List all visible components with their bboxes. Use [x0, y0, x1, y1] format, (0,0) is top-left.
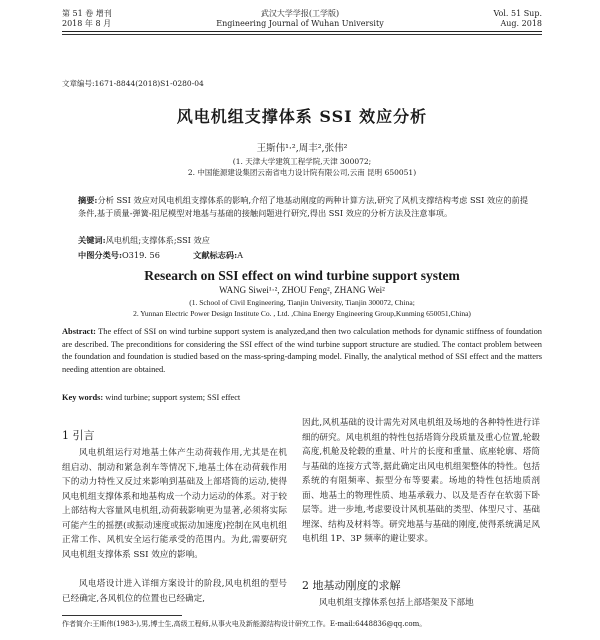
clc-value: O319. 56 [121, 250, 160, 260]
affiliation-cn-1: (1. 天津大学建筑工程学院,天津 300072; [232, 157, 372, 166]
abstract-en-text: The effect of SSI on wind turbine support system is analyzed,and then two calculation methods for dynamic stiffness of foundation are described. The preconditions for considering the SSI effect of the wind turbine support structure are studied. The contact problem between the foundation and foundation is studied based on the mass-spring-damping model. Finally, the analytical method of SSI effect and the matters needing attention are obtained. [62, 327, 542, 374]
abstract-cn-text: 分析 SSI 效应对风电机组支撑体系的影响,介绍了地基动刚度的两种计算方法,研究了风机支撑结构考虑 SSI 效应的前提条件,基于质量-弹簧-阻尼模型对地基与基础的接触问题进行研究,得出 SSI 效应的分析方法及注意事项。 [78, 195, 529, 218]
author-footnote: 作者简介:王斯伟(1983-),男,博士生,高级工程师,从事火电及新能源结构设计研究工作。E-mail:6448836@qq.com。 [62, 620, 427, 628]
abstract-cn [78, 194, 528, 220]
keywords-cn-text: 风电机组;支撑体系;SSI 效应 [105, 235, 210, 245]
header-rule-thin [62, 34, 542, 35]
header-date: 2018 年 8 月 [62, 19, 112, 28]
title-en: Research on SSI effect on wind turbine support system [144, 268, 460, 283]
keywords-en-label: Key words: [62, 393, 104, 402]
header-date-en: Aug. 2018 [500, 19, 542, 28]
abstract-en [62, 326, 542, 376]
section-1-para-2: 风电塔设计进入详细方案设计的阶段,风电机组的型号已经确定,各风机位的位置也已经确定, [62, 579, 287, 604]
section-2-para-1: 风电机组支撑体系包括上部塔架及下部地 [319, 598, 474, 608]
header-journal-en: Engineering Journal of Wuhan University [216, 19, 384, 28]
affiliation-cn-2: 2. 中国能源建设集团云南省电力设计院有限公司,云南 昆明 650051) [187, 168, 417, 177]
clc-label: 中图分类号: [78, 250, 122, 260]
section-1-title: 1 引言 [62, 429, 95, 442]
right-column-para: 因此,风机基础的设计需先对风电机组及场地的各种特性进行详细的研究。风电机组的特性包括塔筒分段质量及重心位置,轮毂高度,机舱及轮毂的重量、叶片的长度和重量、底座轮廓、塔筒与基础的连接方式等,据此确定出风电机组架整体的特性。包括系统的有阻频率、振型分布等要素。场地的特性包括地质剖面、地基土的物理性质、地基承载力、以及是否存在软弱下卧层等。进一步地,考虑要设计风机基础的类型、体型尺寸、基础埋深、结构及材料等。研究地基与基础的刚度,使得系统满足风电机组 1P、3P 频率的避让要求。 [302, 418, 540, 544]
doc-code-label: 文献标志码: [193, 250, 238, 260]
section-2-title: 2 地基动刚度的求解 [302, 579, 401, 592]
header-volume: 第 51 卷 增刊 [62, 9, 112, 18]
keywords-en-text: wind turbine; support system; SSI effect [105, 393, 241, 402]
authors-en: WANG Siwei¹·², ZHOU Feng², ZHANG Wei² [219, 285, 385, 295]
section-1-para-1: 风电机组运行对地基土体产生动荷载作用,尤其是在机组启动、制动和紧急刹车等情况下,地基土体在动荷载作用下的动力特性又反过来影响到基础及上部塔筒的运动,使得风电机组支撑体系和地基构成一个动力运动的体系。对于较上部结构大容量风电机组,动荷载影响更为显著,必须将实际可能产生的摇摆(或振动速度或振动加速度)控制在风电机组正常工作、风机安全运行能承受的范围内。为此,需要研究风电机组支撑体系 SSI 效应的影响。 [62, 448, 287, 560]
affiliation-en-2: 2. Yunnan Electric Power Design Institute Co. , Ltd. ,China Energy Engineering Group,Kunming 650051,China) [133, 309, 471, 318]
abstract-cn-label: 摘要: [78, 195, 98, 205]
header-vol-en: Vol. 51 Sup. [493, 9, 542, 18]
doc-code-value: A [237, 250, 244, 260]
classification [78, 250, 528, 261]
keywords-en [62, 393, 542, 402]
keywords-cn-label: 关键词: [78, 235, 106, 245]
keywords-cn [78, 235, 528, 246]
abstract-en-label: Abstract: [62, 327, 96, 336]
title-cn: 风电机组支撑体系 SSI 效应分析 [176, 107, 428, 126]
authors-cn: 王斯伟¹·²,周丰²,张伟² [256, 143, 348, 154]
header-journal-cn: 武汉大学学报(工学版) [260, 9, 340, 18]
header-rule [62, 31, 542, 32]
affiliation-en-1: (1. School of Civil Engineering, Tianjin University, Tianjin 300072, China; [189, 298, 415, 307]
article-number: 文章编号:1671-8844(2018)S1-0280-04 [62, 79, 204, 88]
footnote-rule [62, 615, 182, 616]
